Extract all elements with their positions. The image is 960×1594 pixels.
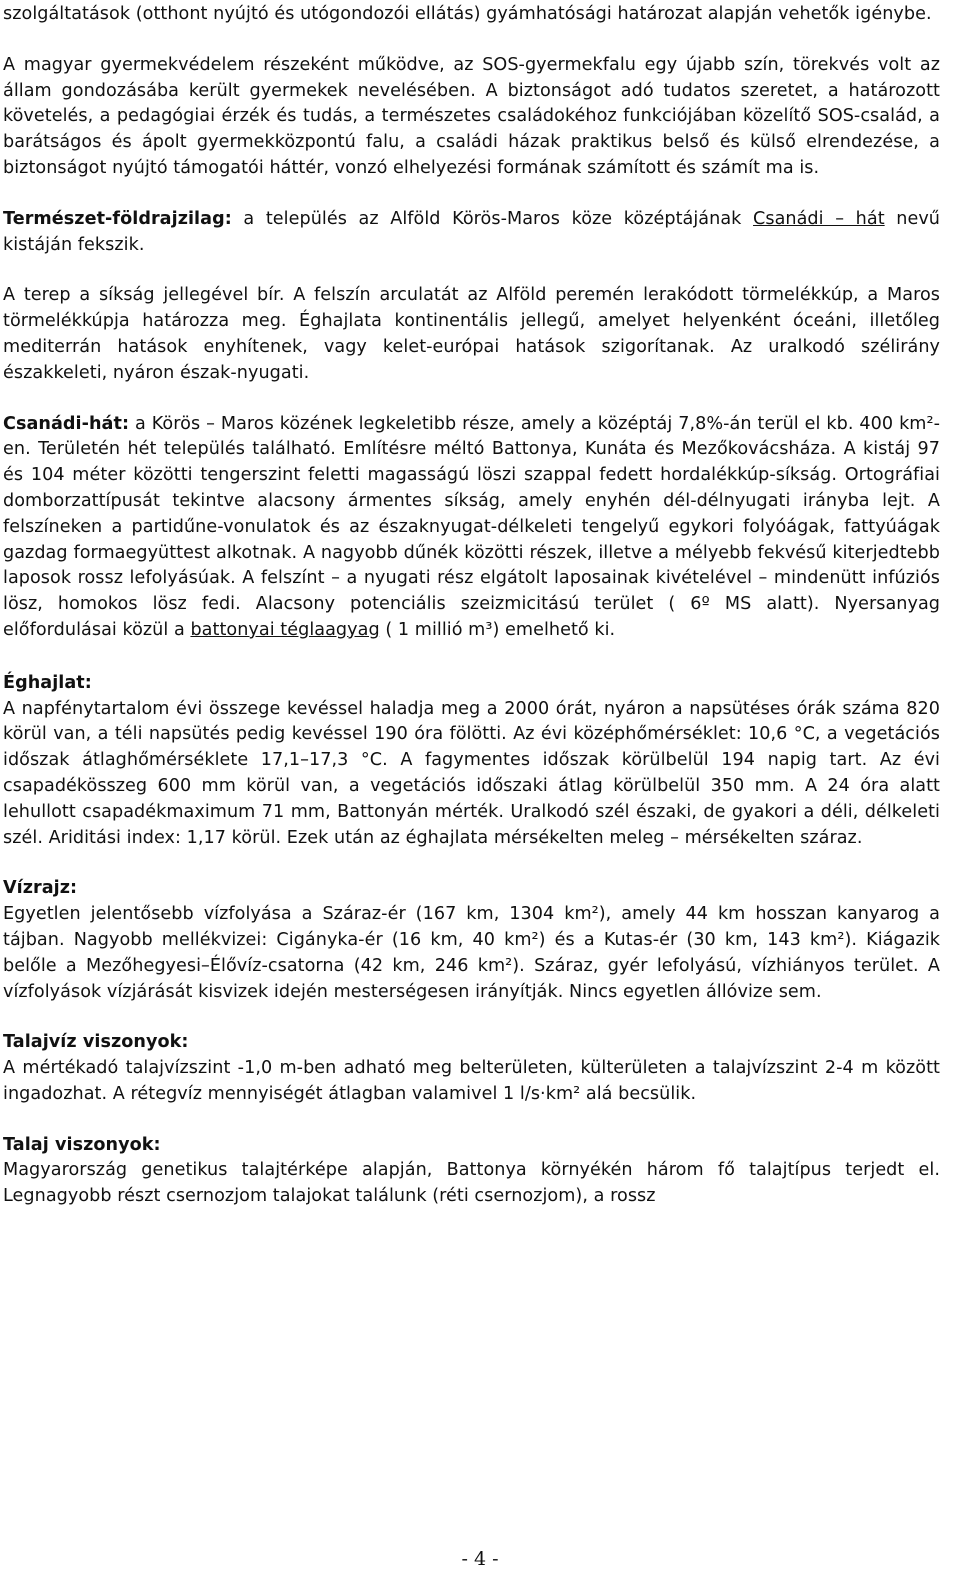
csanadi-hat-text-2: ( 1 millió m³) emelhető ki. bbox=[379, 619, 616, 640]
paragraph-intro-continuation: szolgáltatások (otthont nyújtó és utógondozói ellátás) gyámhatósági határozat alapján vehetők igénybe. bbox=[3, 4, 932, 24]
paragraph-terrain: A terep a síkság jellegével bír. A felszín arculatát az Alföld peremén lerakódott törmelékkúp, a Maros törmelékkúpja határozza meg. Éghajlata kontinentális jellegű, amelyet helyenként óceáni, illetőleg mediterrán hatások enyhítenek, vagy kelet-európai hatások szigorítanak. Az uralkodó szélirány északkeleti, nyáron észak-nyugati. bbox=[3, 285, 940, 383]
paragraph-soil: Magyarország genetikus talajtérképe alapján, Battonya környékén három fő talajtípus terjedt el. Legnagyobb részt csernozjom talajokat találunk (réti csernozjom), a rossz bbox=[3, 1160, 940, 1207]
paragraph-geography bbox=[3, 207, 940, 259]
paragraph-sos-village: A magyar gyermekvédelem részeként működve, az SOS-gyermekfalu egy újabb szín, törekvés volt az állam gondozásába került gyermekek nevelésében. A biztonságot adó tudatos szeretet, a határozott követelés, a pedagógiai érzék és tudás, a természetes családokéhoz funkciójában közelítő SOS-család, a barátságos és ápolt gyermekközpontú falu, a családi házak praktikus belső és külső elrendezése, a biztonságot nyújtó támogatói háttér, vonzó elhelyezési formának számított és számít ma is. bbox=[3, 54, 940, 178]
section-title-soil: Talaj viszonyok: bbox=[3, 1134, 161, 1155]
battonya-clay-link[interactable]: battonyai téglaagyag bbox=[190, 619, 380, 640]
csanadi-hat-label: Csanádi-hát: bbox=[3, 413, 130, 434]
geography-text-1: a település az Alföld Körös-Maros köze középtájának bbox=[231, 208, 754, 229]
section-title-climate: Éghajlat: bbox=[3, 672, 92, 693]
csanadi-hat-text-1: a Körös – Maros közének legkeletibb része, amely a középtáj 7,8%-án terül el kb. 400 km²-en. Területén hét település található. Említésre méltó Battonya, Kunáta és Mezőkovácsháza. A kistáj 97 és 104 méter közötti tengerszint feletti magasságú löszi szappal fedett hordalékkúp-síkság. Ortográfiai domborzattípusát tekintve alacsony ármentes síkság, amely enyhén dél-délnyugati irányba lejt. A felszíneken a partidűne-vonulatok és az északnyugat-délkeleti tengelyű egykori folyóágak, fattyúágak gazdag formaegyüttest alkotnak. A nagyobb dűnék közötti részek, illetve a mélyebb fekvésű kiterjedtebb laposok rossz lefolyásúak. A felszínt – a nyugati rész elgátolt laposainak kivételével – mindenütt infúziós lösz, homokos lösz fedi. Alacsony potenciális szeizmicitású terület ( 6º MS alatt). Nyersanyag előfordulásai közül a bbox=[3, 413, 940, 640]
page-number: - 4 - bbox=[461, 1548, 499, 1570]
section-title-groundwater: Talajvíz viszonyok: bbox=[3, 1032, 189, 1053]
paragraph-climate: A napfénytartalom évi összege kevéssel haladja meg a 2000 órát, nyáron a napsütéses órák száma 820 körül van, a téli napsütés pedig kevéssel 190 óra fölötti. Az évi középhőmérséklet: 10,6 °C, a vegetációs időszak átlaghőmérséklete 17,1–17,3 °C. A fagymentes időszak körülbelül 194 napig tart. Az évi csapadékösszeg 600 mm körül van, a vegetációs időszaki átlag körülbelül 350 mm. A 24 óra alatt lehullott csapadékmaximum 71 mm, Battonyán mérték. Uralkodó szél északi, de gyakori a déli, délkeleti szél. Ariditási index: 1,17 körül. Ezek után az éghajlata mérsékelten meleg – mérsékelten száraz. bbox=[3, 698, 940, 848]
paragraph-hydrography: Egyetlen jelentősebb vízfolyása a Száraz-ér (167 km, 1304 km²), amely 44 km hosszan kanyarog a tájban. Nagyobb mellékvizei: Cigányka-ér (16 km, 40 km²) és a Kutas-ér (30 km, 143 km²). Kiágazik belőle a Mezőhegyesi–Élővíz-csatorna (42 km, 246 km²). Száraz, gyér lefolyású, vízhiányos terület. A vízfolyások vízjárását kisvizek idején mesterségesen irányítják. Nincs egyetlen állóvize sem. bbox=[3, 904, 940, 1002]
paragraph-groundwater: A mértékadó talajvízszint -1,0 m-ben adható meg belterületen, külterületen a talajvízszint 2-4 m között ingadozhat. A rétegvíz mennyiségét átlagban valamivel 1 l/s·km² alá becsülik. bbox=[3, 1058, 940, 1104]
paragraph-csanadi-hat bbox=[3, 412, 940, 644]
geography-label: Természet-földrajzilag: bbox=[3, 208, 232, 229]
csanadi-hat-link[interactable]: Csanádi – hát bbox=[753, 208, 885, 229]
section-title-hydrography: Vízrajz: bbox=[3, 878, 78, 899]
geography-text-2: nevű kistáján fekszik. bbox=[3, 208, 940, 255]
